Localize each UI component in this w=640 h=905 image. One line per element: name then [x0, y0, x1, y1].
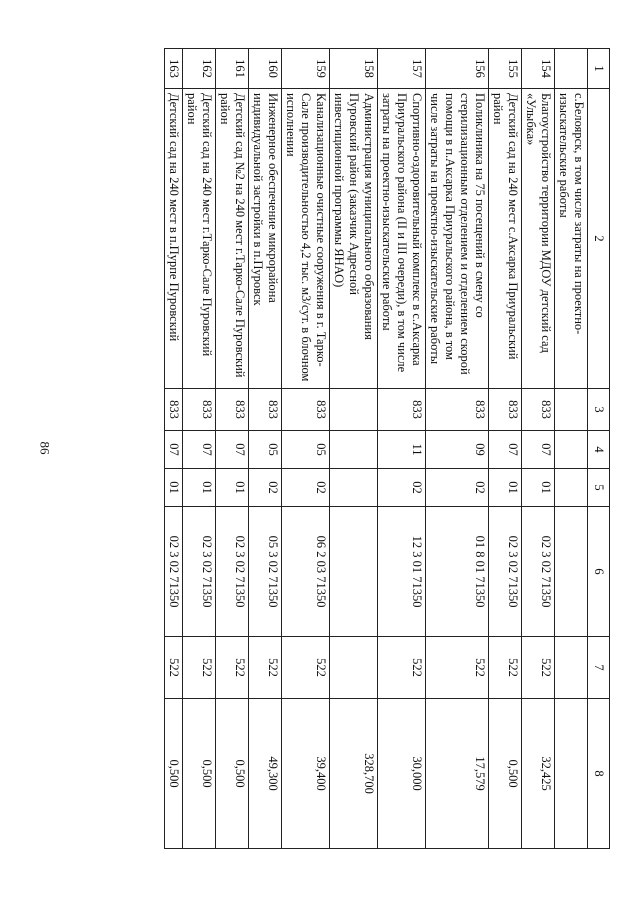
cell-col5 [330, 469, 378, 507]
cell-col7: 522 [183, 637, 216, 699]
row-number: 162 [183, 49, 216, 89]
cell-col7: 522 [249, 637, 282, 699]
row-description: Благоустройство территории МДОУ детский сад «Улыбка» [522, 89, 555, 389]
table-row [330, 49, 378, 849]
cell-col8: 30,000 [378, 699, 426, 849]
header-cell: 7 [588, 637, 610, 699]
cell-col4 [555, 431, 588, 469]
row-number [555, 49, 588, 89]
cell-col3: 833 [165, 389, 183, 431]
table-row [489, 49, 522, 849]
cell-col7: 522 [378, 637, 426, 699]
cell-col6 [555, 507, 588, 637]
cell-col7: 522 [522, 637, 555, 699]
row-number: 160 [249, 49, 282, 89]
row-number: 155 [489, 49, 522, 89]
cell-col3 [555, 389, 588, 431]
cell-col8: 0,500 [183, 699, 216, 849]
cell-col7 [330, 637, 378, 699]
budget-table [164, 48, 610, 849]
cell-col3: 833 [183, 389, 216, 431]
cell-col8: 328,700 [330, 699, 378, 849]
table-row [426, 49, 489, 849]
cell-col4: 07 [183, 431, 216, 469]
cell-col5: 01 [489, 469, 522, 507]
cell-col4: 05 [282, 431, 330, 469]
header-cell: 2 [588, 89, 610, 389]
cell-col8: 0,500 [165, 699, 183, 849]
row-description: Детский сад на 240 мест с.Аксарка Приуральский район [489, 89, 522, 389]
cell-col5: 02 [426, 469, 489, 507]
row-description: Детский сад №2 на 240 мест г.Тарко-Сале Пуровский район [216, 89, 249, 389]
row-number: 157 [378, 49, 426, 89]
header-cell: 1 [588, 49, 610, 89]
cell-col5: 02 [249, 469, 282, 507]
row-description: Детский сад на 240 мест в п.Пурпе Пуровский [165, 89, 183, 389]
cell-col4: 11 [378, 431, 426, 469]
cell-col3: 833 [522, 389, 555, 431]
row-description: Спортивно-оздоровительный комплекс в с.Аксарка Приуральского района (II и III очереди), в том числе затраты на проектно-изыскательские работы [378, 89, 426, 389]
cell-col7: 522 [165, 637, 183, 699]
cell-col3: 833 [489, 389, 522, 431]
table-wrapper [90, 48, 610, 848]
header-cell: 4 [588, 431, 610, 469]
table-row [555, 49, 588, 849]
cell-col7: 522 [216, 637, 249, 699]
table-row [282, 49, 330, 849]
table-row [183, 49, 216, 849]
header-cell: 5 [588, 469, 610, 507]
row-number: 163 [165, 49, 183, 89]
cell-col6: 02 3 02 71350 [165, 507, 183, 637]
table-row [249, 49, 282, 849]
cell-col6: 05 3 02 71350 [249, 507, 282, 637]
header-cell: 8 [588, 699, 610, 849]
table-row [216, 49, 249, 849]
cell-col7: 522 [426, 637, 489, 699]
cell-col3: 833 [282, 389, 330, 431]
cell-col4: 07 [165, 431, 183, 469]
row-description: Канализационные очистные сооружения в г. Тарко-Сале производительностью 4,2 тыс. м3/сут. в блочном исполнении [282, 89, 330, 389]
cell-col8: 32,425 [522, 699, 555, 849]
cell-col8: 0,500 [489, 699, 522, 849]
row-description: с.Белоярск, в том числе затраты на проектно-изыскательские работы [555, 89, 588, 389]
cell-col8: 39,400 [282, 699, 330, 849]
cell-col5: 02 [282, 469, 330, 507]
page-number: 86 [37, 441, 53, 455]
cell-col7: 522 [489, 637, 522, 699]
row-description: Инженерное обеспечение микрорайона индивидуальной застройки в п.Пуровск [249, 89, 282, 389]
table-row [378, 49, 426, 849]
cell-col5: 02 [378, 469, 426, 507]
cell-col8: 0,500 [216, 699, 249, 849]
header-row [588, 49, 610, 849]
cell-col3 [330, 389, 378, 431]
row-number: 156 [426, 49, 489, 89]
row-description: Детский сад на 240 мест г.Тарко-Сале Пуровский район [183, 89, 216, 389]
cell-col4: 07 [216, 431, 249, 469]
cell-col4: 07 [522, 431, 555, 469]
cell-col8: 17,579 [426, 699, 489, 849]
cell-col6: 02 3 02 71350 [183, 507, 216, 637]
row-number: 159 [282, 49, 330, 89]
cell-col8 [555, 699, 588, 849]
cell-col6: 02 3 02 71350 [216, 507, 249, 637]
cell-col3: 833 [378, 389, 426, 431]
cell-col6: 06 2 03 71350 [282, 507, 330, 637]
cell-col5: 01 [216, 469, 249, 507]
cell-col6 [330, 507, 378, 637]
cell-col4: 09 [426, 431, 489, 469]
cell-col5: 01 [522, 469, 555, 507]
cell-col6: 02 3 02 71350 [522, 507, 555, 637]
cell-col3: 833 [426, 389, 489, 431]
header-cell: 3 [588, 389, 610, 431]
cell-col3: 833 [216, 389, 249, 431]
cell-col4 [330, 431, 378, 469]
cell-col6: 01 8 01 71350 [426, 507, 489, 637]
cell-col5: 01 [183, 469, 216, 507]
cell-col6: 12 3 01 71350 [378, 507, 426, 637]
row-number: 158 [330, 49, 378, 89]
cell-col5 [555, 469, 588, 507]
cell-col5: 01 [165, 469, 183, 507]
table-row [165, 49, 183, 849]
row-number: 161 [216, 49, 249, 89]
table-row [522, 49, 555, 849]
cell-col4: 05 [249, 431, 282, 469]
cell-col4: 07 [489, 431, 522, 469]
row-description: Администрация муниципального образования Пуровский район (заказчик Адресной инвестиционной программы ЯНАО) [330, 89, 378, 389]
cell-col6: 02 3 02 71350 [489, 507, 522, 637]
cell-col3: 833 [249, 389, 282, 431]
rotated-table-area [90, 48, 610, 848]
cell-col7 [555, 637, 588, 699]
row-number: 154 [522, 49, 555, 89]
row-description: Поликлиника на 75 посещений в смену со стерилизационным отделением и отделением скорой помощи в п.Аксарка Приуральского района, в том числе затраты на проектно-изыскательские работы [426, 89, 489, 389]
cell-col8: 49,300 [249, 699, 282, 849]
cell-col7: 522 [282, 637, 330, 699]
header-cell: 6 [588, 507, 610, 637]
